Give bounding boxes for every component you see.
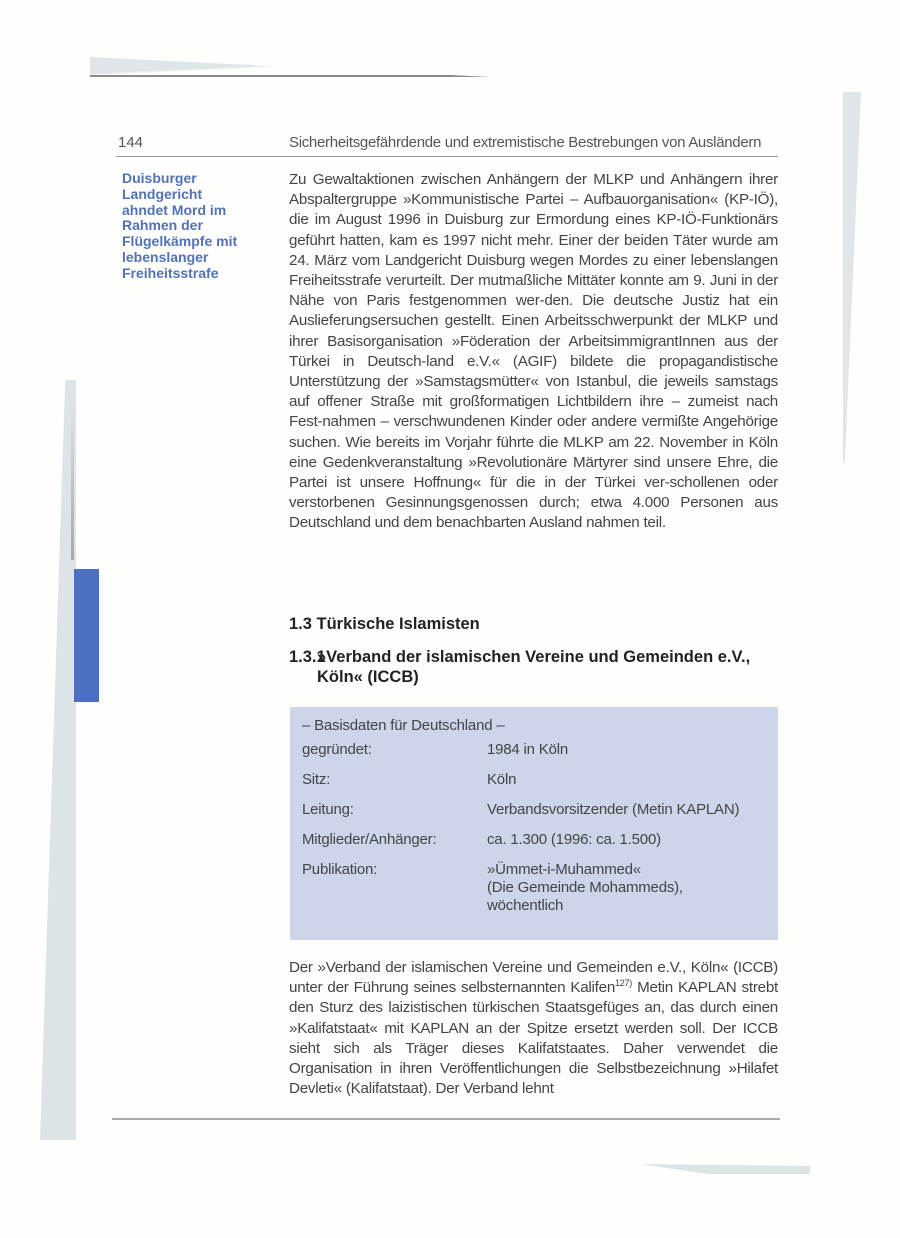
body-paragraph-iccb	[289, 958, 778, 1099]
info-value-line: wöchentlich	[487, 897, 564, 914]
basisdaten-box	[290, 707, 778, 940]
info-label: Sitz:	[302, 771, 331, 788]
info-value-line: (Die Gemeinde Mohammeds),	[487, 879, 683, 896]
info-value-line: Köln	[487, 771, 517, 788]
paragraph-text: Der »Verband der islamischen Vereine und Gemeinden e.V., Köln« (ICCB) unter der Führung seines selbsternannten Kalifen	[289, 959, 778, 997]
page-number: 144	[118, 134, 144, 151]
body-paragraph-mlkp: Zu Gewaltaktionen zwischen Anhängern der MLKP und Anhängern ihrer Abspaltergruppe »Kommunistische Partei – Aufbauorganisation« (KP-IÖ), die im August 1996 in Duisburg zur Ermordung eines KP-IÖ-Funktionärs geführt hatten, kam es 1997 nicht mehr. Einer der beiden Täter wurde am 24. März vom Landgericht Duisburg wegen Mordes zu einer lebenslangen Freiheitsstrafe verurteilt. Der mutmaßliche Mittäter konnte am 9. Juni in der Nähe von Paris festgenommen wer-den. Die deutsche Justiz hat ein Auslieferungsersuchen gestellt. Einen Arbeitsschwerpunkt der MLKP und ihrer Basisorganisation »Föderation der ArbeitsimmigrantInnen aus der Türkei in Deutsch-land e.V.« (AGIF) bildete die propagandistische Unterstützung der »Samstagsmütter« von Istanbul, die jeweils samstags auf offener Straße mit großformatigen Lichtbildern ihre – zumeist nach Fest-nahmen – verschwundenen Kinder oder andere vermißte Angehörige suchen. Wie bereits im Vorjahr führte die MLKP am 22. November in Köln eine Gedenkveranstaltung »Revolutionäre Märtyrer sind unsere Ehre, die Partei ist unsere Hoffnung« für die in der Türkei ver-schollenen oder verstorbenen Gesinnungsgenossen durch; etwa 4.000 Personen aus Deutschland und dem benachbarten Ausland nahmen teil.	[289, 171, 778, 532]
subsection-title-line1: »Verband der islamischen Vereine und Gemeinden e.V.,	[317, 648, 751, 666]
info-label: Leitung:	[302, 801, 354, 818]
margin-note-line: Rahmen der	[122, 217, 203, 234]
info-value-line: 1984 in Köln	[487, 741, 569, 758]
margin-note-line: Flügelkämpfe mit	[122, 233, 238, 250]
footnote-reference[interactable]: 127)	[615, 978, 633, 989]
section-heading: 1.3 Türkische Islamisten	[289, 615, 480, 633]
info-value	[487, 861, 766, 915]
info-value	[487, 801, 766, 819]
footer-rule	[112, 1118, 780, 1120]
scan-edge-top	[90, 57, 490, 77]
info-row-founded	[302, 741, 766, 759]
info-row-seat	[302, 771, 766, 789]
info-label: Publikation:	[302, 861, 378, 878]
paragraph-text: Metin KAPLAN strebt den Sturz des laizistischen türkischen Staatsgefüges an, das durch einen »Kalifatstaat« mit KAPLAN an der Spitze ersetzt werden soll. Der ICCB sieht sich als Träger dieses Kalifatstaates. Daher verwendet die Organisation in ihren Veröffentlichungen die Selbstbezeichnung »Hilafet Devleti« (Kalifatstaat). Der Verband lehnt	[289, 979, 778, 1098]
info-row-publication	[302, 861, 766, 915]
chapter-tab-marker	[74, 569, 99, 702]
info-value-line: ca. 1.300 (1996: ca. 1.500)	[487, 831, 661, 848]
info-row-members	[302, 831, 766, 849]
margin-note-line: Duisburger	[122, 170, 197, 186]
subsection-number: 1.3.1	[289, 648, 326, 666]
scan-edge-left-shadow	[71, 400, 74, 560]
info-label: Mitglieder/Anhänger:	[302, 831, 437, 848]
margin-note-line: Freiheitsstrafe	[122, 264, 219, 281]
margin-note-line: ahndet Mord im	[122, 201, 227, 218]
margin-note-line: Landgericht	[122, 185, 203, 202]
margin-note	[122, 171, 282, 282]
subsection-heading	[289, 647, 769, 687]
subsection-title-line2: Köln« (ICCB)	[317, 668, 419, 686]
box-title: – Basisdaten für Deutschland –	[302, 717, 505, 734]
scan-edge-right	[843, 92, 861, 462]
info-value	[487, 831, 766, 849]
info-label: gegründet:	[302, 741, 372, 758]
info-value-line: Verbandsvorsitzender (Metin KAPLAN)	[487, 801, 740, 818]
info-value-line: »Ümmet-i-Muhammed«	[487, 861, 641, 878]
info-value	[487, 771, 766, 789]
info-row-leadership	[302, 801, 766, 819]
margin-note-line: lebenslanger	[122, 248, 209, 265]
scan-edge-bottom	[640, 1164, 810, 1174]
running-head: Sicherheitsgefährdende und extremistische Bestrebungen von Ausländern	[289, 134, 762, 151]
info-value	[487, 741, 766, 759]
header-rule	[116, 156, 778, 157]
